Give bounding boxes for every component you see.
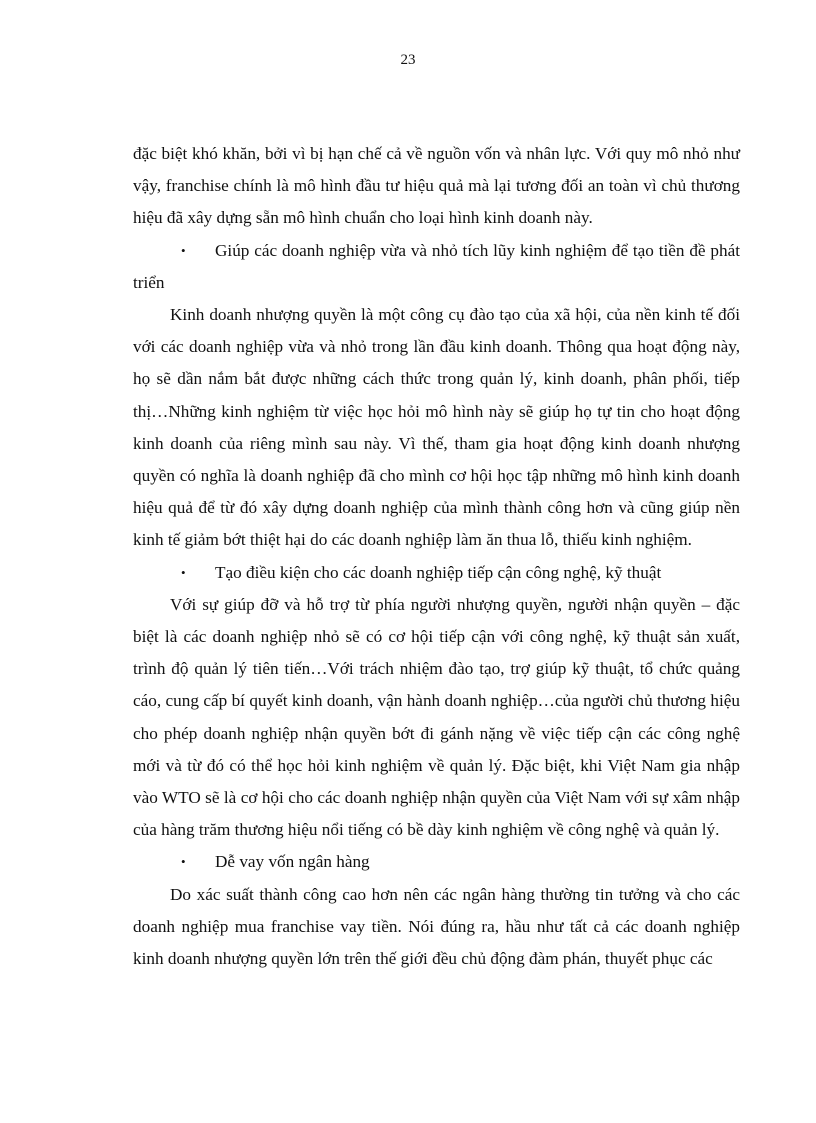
bullet-item-2 bbox=[133, 557, 740, 589]
bullet-text: Tạo điều kiện cho các doanh nghiệp tiếp cận công nghệ, kỹ thuật bbox=[215, 562, 662, 582]
paragraph-4: Do xác suất thành công cao hơn nên các ngân hàng thường tin tưởng và cho các doanh nghiệp mua franchise vay tiền. Nói đúng ra, hầu như tất cả các doanh nghiệp kinh doanh nhượng quyền lớn trên thế giới đều chủ động đàm phán, thuyết phục các bbox=[133, 884, 740, 969]
bullet-text: Giúp các doanh nghiệp vừa và nhỏ tích lũy kinh nghiệm để tạo tiền đề phát triển bbox=[133, 240, 740, 292]
document-body bbox=[133, 138, 740, 975]
bullet-item-3 bbox=[133, 846, 740, 878]
bullet-icon: • bbox=[181, 242, 186, 258]
bullet-icon: • bbox=[181, 564, 186, 580]
bullet-item-1 bbox=[133, 235, 740, 299]
paragraph-1: đặc biệt khó khăn, bởi vì bị hạn chế cả về nguồn vốn và nhân lực. Với quy mô nhỏ như vậy, franchise chính là mô hình đầu tư hiệu quả mà lại tương đối an toàn vì chủ thương hiệu đã xây dựng sẵn mô hình chuẩn cho loại hình kinh doanh này. bbox=[133, 144, 740, 228]
paragraph-3: Với sự giúp đỡ và hỗ trợ từ phía người nhượng quyền, người nhận quyền – đặc biệt là các doanh nghiệp nhỏ sẽ có cơ hội tiếp cận với công nghệ, kỹ thuật sản xuất, trình độ quản lý tiên tiến…Với trách nhiệm đào tạo, trợ giúp kỹ thuật, tổ chức quảng cáo, cung cấp bí quyết kinh doanh, vận hành doanh nghiệp…của người chủ thương hiệu cho phép doanh nghiệp nhận quyền bớt đi gánh nặng về việc tiếp cận các công nghệ mới và từ đó có thể học hỏi kinh nghiệm về quản lý. Đặc biệt, khi Việt Nam gia nhập vào WTO sẽ là cơ hội cho các doanh nghiệp nhận quyền của Việt Nam với sự xâm nhập của hàng trăm thương hiệu nổi tiếng có bề dày kinh nghiệm về công nghệ và quản lý. bbox=[133, 594, 740, 840]
bullet-text: Dễ vay vốn ngân hàng bbox=[215, 852, 370, 872]
paragraph-2: Kinh doanh nhượng quyền là một công cụ đào tạo của xã hội, của nền kinh tế đối với các doanh nghiệp vừa và nhỏ trong lần đầu kinh doanh. Thông qua hoạt động này, họ sẽ dần nắm bắt được những cách thức trong quản lý, kinh doanh, phân phối, tiếp thị…Những kinh nghiệm từ việc học hỏi mô hình này sẽ giúp họ tự tin cho hoạt động kinh doanh của riêng mình sau này. Vì thế, tham gia hoạt động kinh doanh nhượng quyền có nghĩa là doanh nghiệp đã cho mình cơ hội học tập những mô hình kinh doanh hiệu quả để từ đó xây dựng doanh nghiệp của mình thành công hơn và cũng giúp nền kinh tế giảm bớt thiệt hại do các doanh nghiệp làm ăn thua lỗ, thiếu kinh nghiệm. bbox=[133, 305, 740, 550]
bullet-icon: • bbox=[181, 854, 186, 870]
page-number: 23 bbox=[400, 52, 416, 68]
